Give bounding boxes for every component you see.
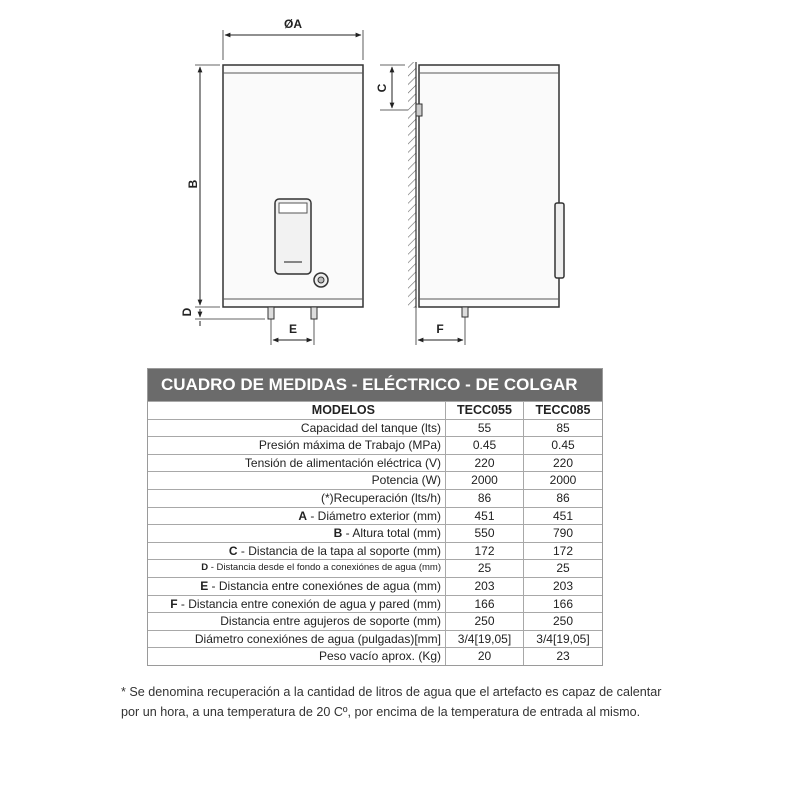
row-value-tecc085: 250 <box>552 614 574 629</box>
row-label <box>148 613 446 630</box>
row-prefix: A <box>298 508 307 523</box>
label-d: D <box>180 307 194 317</box>
row-label <box>148 543 446 560</box>
wall <box>408 62 416 308</box>
heater-side-body <box>419 65 559 307</box>
row-value-tecc055: 172 <box>446 543 524 560</box>
row-value-tecc085: 85 <box>556 420 570 435</box>
dimension-e <box>271 319 314 345</box>
row-label <box>148 596 446 613</box>
table-row <box>148 524 602 542</box>
row-label-text: - Distancia desde el fondo a conexiónes de agua (mm) <box>208 562 441 574</box>
row-prefix: E <box>200 578 209 593</box>
row-value-tecc055: 203 <box>446 578 524 595</box>
table-row <box>148 630 602 648</box>
footnote: * Se denomina recuperación a la cantidad de litros de agua que el artefacto es capaz de calentar por un hora, a una temperatura de 20 Cº, por encima de la temperatura de entrada al mismo. <box>121 685 662 719</box>
header-models: MODELOS <box>148 402 446 419</box>
header-col1: TECC055 <box>446 402 524 419</box>
row-label <box>148 578 446 595</box>
row-value-tecc085: 451 <box>552 508 574 523</box>
row-value-tecc055: 451 <box>446 508 524 525</box>
row-label-text: - Diámetro exterior (mm) <box>306 508 441 523</box>
row-value-tecc085: 2000 <box>549 473 577 488</box>
water-pipe-left <box>268 307 274 319</box>
label-c: C <box>375 83 389 93</box>
table-row <box>148 436 602 454</box>
row-label <box>148 455 446 472</box>
row-value-tecc055: 550 <box>446 525 524 542</box>
row-value-tecc055: 20 <box>446 648 524 665</box>
table-row <box>148 595 602 613</box>
row-value-tecc085: 166 <box>552 596 574 611</box>
table-row <box>148 647 602 665</box>
row-label <box>148 490 446 507</box>
table-row <box>148 507 602 525</box>
row-value-tecc085: 23 <box>556 649 570 664</box>
front-view <box>223 65 363 319</box>
row-prefix: B <box>333 526 343 541</box>
dimension-f <box>416 308 465 345</box>
dimension-d <box>180 307 265 326</box>
row-value-tecc085: 172 <box>552 543 574 558</box>
table-row <box>148 542 602 560</box>
row-value-tecc085: 220 <box>552 455 574 470</box>
row-value-tecc055: 86 <box>446 490 524 507</box>
row-label-text: - Distancia entre conexiónes de agua (mm) <box>208 578 441 593</box>
row-value-tecc055: 250 <box>446 613 524 630</box>
row-label <box>148 631 446 648</box>
dimension-a <box>223 17 363 60</box>
row-label-text: Potencia (W) <box>371 473 441 488</box>
table-title: CUADRO DE MEDIDAS - ELÉCTRICO - DE COLGAR <box>148 369 602 401</box>
row-label-text: - Distancia entre conexión de agua y pared (mm) <box>177 596 441 611</box>
dimension-b <box>186 65 220 307</box>
row-label-text: Peso vacío aprox. (Kg) <box>318 649 441 664</box>
water-pipe-side <box>462 307 468 317</box>
row-value-tecc085: 25 <box>556 561 570 576</box>
row-value-tecc085: 790 <box>552 526 574 541</box>
label-e: E <box>288 322 298 336</box>
row-value-tecc085: 3/4[19,05] <box>536 631 590 646</box>
row-label-text: Presión máxima de Trabajo (MPa) <box>258 438 441 453</box>
row-value-tecc055: 166 <box>446 596 524 613</box>
water-pipe-right <box>311 307 317 319</box>
table-row <box>148 419 602 437</box>
thermostat-side <box>555 203 564 278</box>
label-b: B <box>186 179 200 189</box>
row-label <box>148 560 446 577</box>
label-f: F <box>436 322 444 336</box>
row-value-tecc055: 2000 <box>446 472 524 489</box>
side-view <box>408 62 564 317</box>
row-label <box>148 648 446 665</box>
row-label-text: Capacidad del tanque (lts) <box>300 420 441 435</box>
row-label-text: - Altura total (mm) <box>342 526 441 541</box>
table-row <box>148 471 602 489</box>
row-label <box>148 525 446 542</box>
table-row <box>148 559 602 577</box>
row-value-tecc055: 220 <box>446 455 524 472</box>
row-label <box>148 437 446 454</box>
row-value-tecc085: 203 <box>552 578 574 593</box>
dimension-c <box>375 65 408 110</box>
header-col2: TECC085 <box>535 403 591 417</box>
row-label-text: - Distancia de la tapa al soporte (mm) <box>237 543 441 558</box>
dimensions-table <box>147 368 603 666</box>
row-label-text: Diámetro conexiónes de agua (pulgadas)[mm] <box>194 631 441 646</box>
row-label <box>148 420 446 437</box>
label-a: ØA <box>284 17 302 31</box>
table-row <box>148 489 602 507</box>
table-row <box>148 454 602 472</box>
row-value-tecc055: 55 <box>446 420 524 437</box>
row-prefix: C <box>228 543 238 558</box>
table-row <box>148 577 602 595</box>
dimension-diagram <box>0 0 800 360</box>
row-value-tecc055: 25 <box>446 560 524 577</box>
row-value-tecc055: 0.45 <box>446 437 524 454</box>
table-body <box>148 419 602 665</box>
row-value-tecc085: 86 <box>556 490 570 505</box>
row-prefix: F <box>170 596 178 611</box>
row-label-text: (*)Recuperación (lts/h) <box>320 490 441 505</box>
row-label <box>148 508 446 525</box>
row-label-text: Tensión de alimentación eléctrica (V) <box>244 455 441 470</box>
row-value-tecc085: 0.45 <box>551 438 575 453</box>
table-header-row <box>148 401 602 419</box>
row-label <box>148 472 446 489</box>
wall-bracket <box>416 104 422 116</box>
table-row <box>148 612 602 630</box>
row-value-tecc055: 3/4[19,05] <box>446 631 524 648</box>
row-label-text: Distancia entre agujeros de soporte (mm) <box>220 614 441 629</box>
row-prefix: D <box>201 562 209 574</box>
